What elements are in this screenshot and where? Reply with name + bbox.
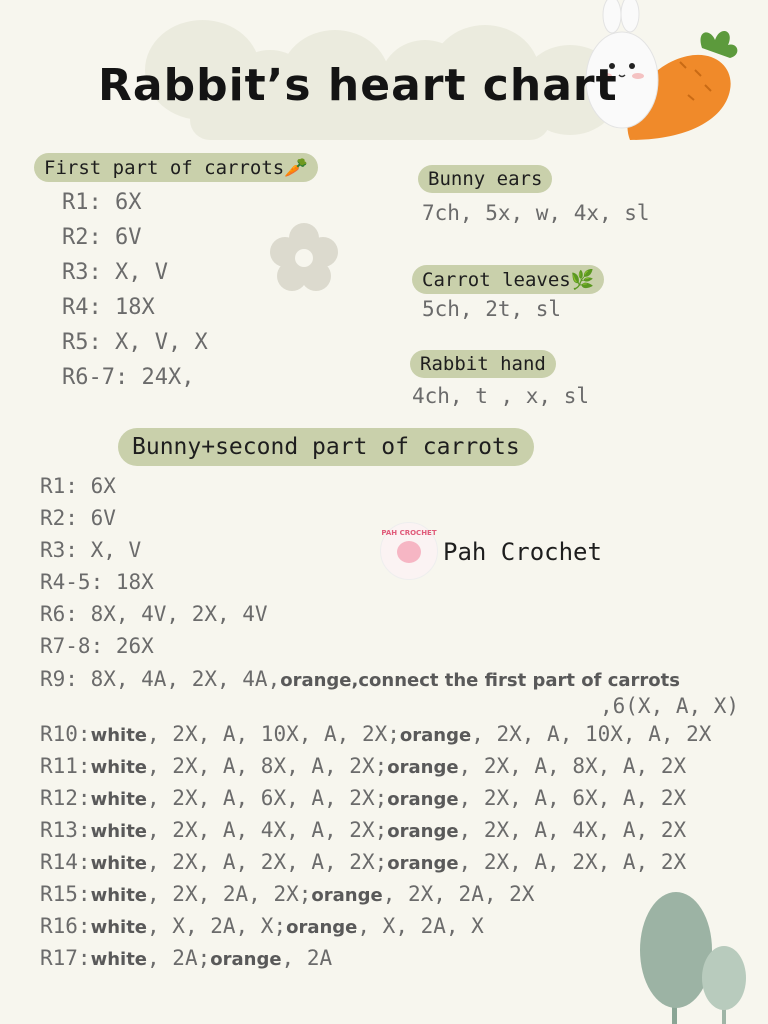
- stitches-orange: , 2X, A, 4X, A, 2X: [458, 818, 687, 842]
- flower-icon: [268, 222, 340, 294]
- color-orange-label: orange: [387, 789, 459, 810]
- row-r1: R1: 6X: [62, 190, 142, 215]
- color-white-label: white: [90, 725, 148, 746]
- row-label: R7-8: 26X: [40, 634, 154, 658]
- bunny-ears-instructions: 7ch, 5x, w, 4x, sl: [422, 201, 650, 225]
- stitches-orange: , 2X, A, 10X, A, 2X: [471, 722, 712, 746]
- color-white-label: white: [90, 885, 148, 906]
- tree-decoration-icon: [638, 890, 748, 1024]
- stitches-orange: , 2A: [281, 946, 333, 970]
- color-white-label: white: [90, 821, 148, 842]
- color-white-label: white: [90, 757, 148, 778]
- row-note: orange,connect the first part of carrots: [280, 670, 680, 691]
- stitches-orange: , 2X, 2A, 2X: [382, 882, 535, 906]
- row-r4: R4: 18X: [62, 295, 155, 320]
- carrot-leaves-instructions: 5ch, 2t, sl: [422, 297, 562, 321]
- row-r14: [40, 850, 686, 874]
- row-continuation-text: ,6(X, A, X): [600, 694, 740, 718]
- brand-name: Pah Crochet: [443, 538, 602, 566]
- row-r15: [40, 882, 534, 906]
- row-r3: R3: X, V: [62, 260, 168, 285]
- section-heading-first-part: First part of carrots🥕: [34, 153, 318, 182]
- stitches-white: , 2X, A, 6X, A, 2X;: [147, 786, 388, 810]
- row-label: R6: 8X, 4V, 2X, 4V: [40, 602, 268, 626]
- color-white-label: white: [90, 789, 148, 810]
- stitches-white: , 2X, 2A, 2X;: [147, 882, 312, 906]
- row-r6-7: R6-7: 24X,: [62, 365, 195, 390]
- row-label: R14:: [40, 850, 91, 874]
- row-r12: [40, 786, 686, 810]
- stitches-orange: , X, 2A, X: [357, 914, 484, 938]
- stitches-orange: , 2X, A, 2X, A, 2X: [458, 850, 687, 874]
- stitches-orange: , 2X, A, 6X, A, 2X: [458, 786, 687, 810]
- color-white-label: white: [90, 917, 148, 938]
- row-r1: [40, 474, 116, 498]
- color-white-label: white: [90, 949, 148, 970]
- row-label: R12:: [40, 786, 91, 810]
- row-r4-5: [40, 570, 154, 594]
- color-orange-label: orange: [387, 821, 459, 842]
- row-r9-continuation: [600, 694, 739, 718]
- row-label: R4-5: 18X: [40, 570, 154, 594]
- row-r2: [40, 506, 116, 530]
- color-orange-label: orange: [311, 885, 383, 906]
- stitches-orange: , 2X, A, 8X, A, 2X: [458, 754, 687, 778]
- stitches-white: , 2X, A, 10X, A, 2X;: [147, 722, 400, 746]
- row-r2: R2: 6V: [62, 225, 142, 250]
- color-orange-label: orange: [399, 725, 472, 746]
- color-orange-label: orange: [387, 757, 459, 778]
- row-label: R2: 6V: [40, 506, 116, 530]
- pig-face-icon: [397, 541, 421, 563]
- row-r9: [40, 667, 680, 691]
- stitches-white: , X, 2A, X;: [147, 914, 287, 938]
- row-r16: [40, 914, 484, 938]
- color-white-label: white: [90, 853, 148, 874]
- row-label: R15:: [40, 882, 91, 906]
- stitches-white: , 2A;: [147, 946, 211, 970]
- row-r3: [40, 538, 141, 562]
- pah-crochet-logo: PAH CROCHET: [380, 522, 438, 580]
- row-label: R3: X, V: [40, 538, 142, 562]
- row-label: R13:: [40, 818, 91, 842]
- row-label: R16:: [40, 914, 91, 938]
- stitches-white: , 2X, A, 2X, A, 2X;: [147, 850, 388, 874]
- row-label: R11:: [40, 754, 91, 778]
- row-r13: [40, 818, 686, 842]
- color-orange-label: orange: [210, 949, 282, 970]
- row-label: R10:: [40, 722, 91, 746]
- page-title: Rabbit’s heart chart: [98, 60, 618, 111]
- color-orange-label: orange: [387, 853, 459, 874]
- leaf-emoji-icon: 🌿: [570, 269, 595, 291]
- stitches-white: , 2X, A, 4X, A, 2X;: [147, 818, 388, 842]
- row-r17: [40, 946, 332, 970]
- row-label: R17:: [40, 946, 91, 970]
- color-orange-label: orange: [286, 917, 358, 938]
- rabbit-hand-instructions: 4ch, t , x, sl: [412, 384, 590, 408]
- row-r11: [40, 754, 686, 778]
- row-r10: [40, 722, 711, 746]
- section-heading-carrot-leaves: Carrot leaves🌿: [412, 265, 604, 294]
- section-heading-rabbit-hand: Rabbit hand: [410, 350, 556, 378]
- stitches-white: , 2X, A, 8X, A, 2X;: [147, 754, 388, 778]
- row-label: R9: 8X, 4A, 2X, 4A,: [40, 667, 281, 691]
- row-r5: R5: X, V, X: [62, 330, 208, 355]
- row-r7-8: [40, 634, 154, 658]
- row-r6: [40, 602, 268, 626]
- carrot-emoji-icon: 🥕: [284, 157, 308, 179]
- row-label: R1: 6X: [40, 474, 116, 498]
- section-heading-bunny-ears: Bunny ears: [418, 165, 552, 193]
- section-heading-second-part: Bunny+second part of carrots: [118, 428, 534, 466]
